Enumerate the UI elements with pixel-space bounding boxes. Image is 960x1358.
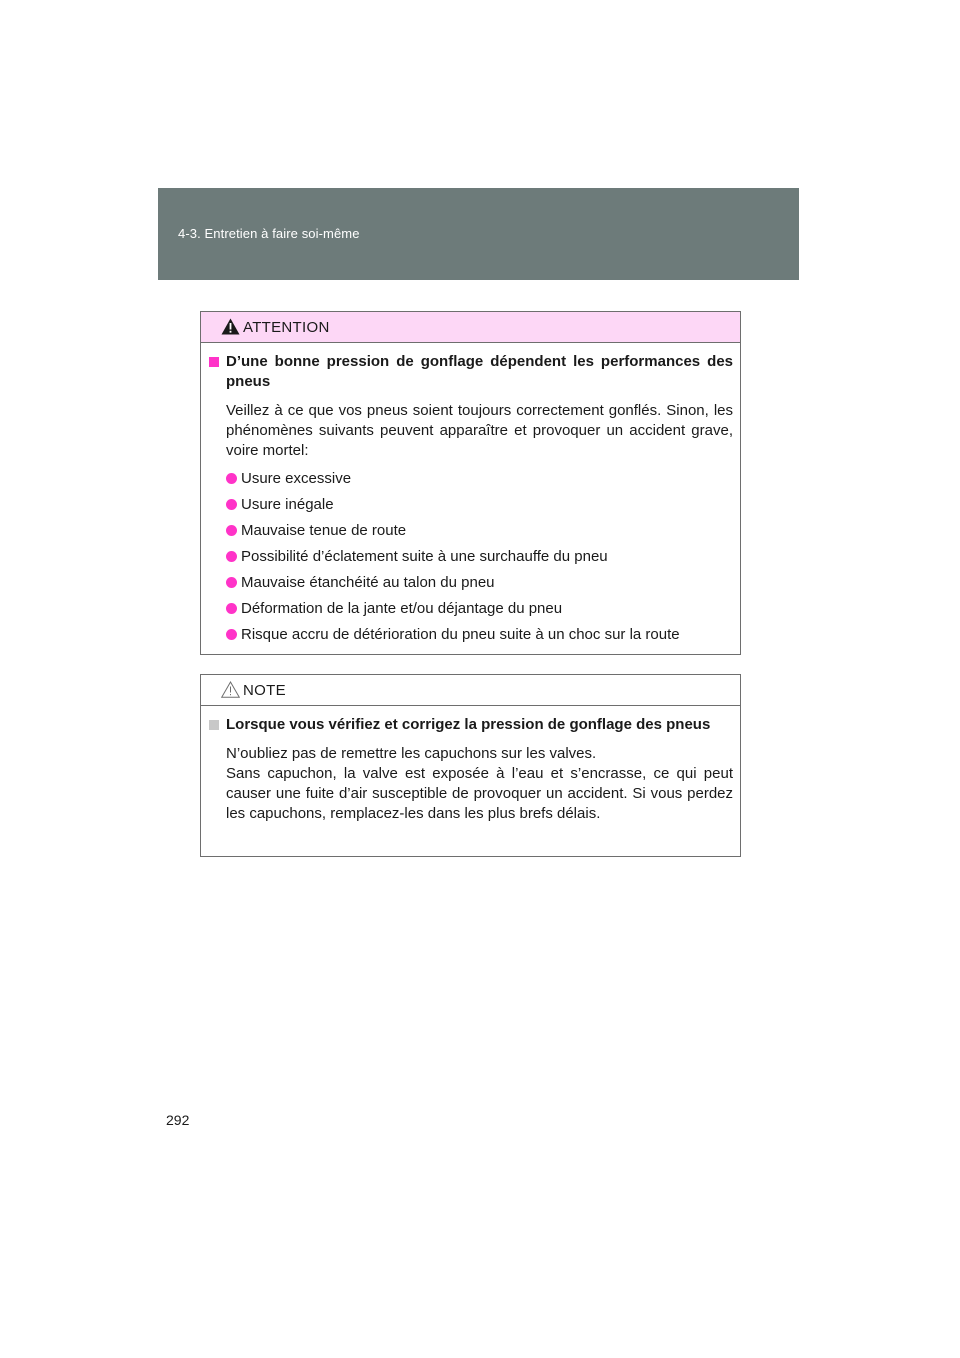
bullet-dot-icon [226,577,237,588]
square-bullet-icon [209,357,219,367]
note-section-heading [209,715,733,735]
bullet-dot-icon [226,525,237,536]
note-box [200,674,741,857]
list-item [226,544,733,570]
list-item [226,518,733,544]
warning-triangle-outline-icon [221,681,240,698]
page-number: 292 [166,1112,190,1128]
note-section-title: Lorsque vous vérifiez et corrigez la pression de gonflage des pneus [226,716,711,733]
note-header [201,675,740,706]
list-item-text: Possibilité d’éclatement suite à une surchauffe du pneu [241,548,608,565]
bullet-dot-icon [226,629,237,640]
list-item [226,622,733,648]
list-item-text: Usure inégale [241,496,334,513]
note-label: NOTE [243,682,286,699]
attention-section-heading [209,352,733,392]
list-item [226,596,733,622]
note-line-2: Sans capuchon, la valve est exposée à l’eau et s’encrasse, ce qui peut causer une fuite d’air susceptible de provoquer un accident. Si vous perdez les capuchons, remplacez-les dans les plus brefs délais. [226,765,733,822]
note-body [201,706,740,824]
attention-header [201,312,740,343]
note-line-1: N’oubliez pas de remettre les capuchons sur les valves. [226,745,597,762]
note-text [209,744,733,824]
list-item [226,570,733,596]
attention-intro: Veillez à ce que vos pneus soient toujours correctement gonflés. Sinon, les phénomènes suivants peuvent apparaître et provoquer un accident grave, voire mortel: [226,402,733,459]
warning-triangle-filled-icon [221,318,240,335]
attention-body [201,343,740,648]
bullet-dot-icon [226,499,237,510]
attention-section-title: D’une bonne pression de gonflage dépendent les performances des pneus [226,353,733,390]
attention-label: ATTENTION [243,319,330,336]
bullet-dot-icon [226,551,237,562]
list-item-text: Mauvaise étanchéité au talon du pneu [241,574,495,591]
section-header-bar [158,188,799,280]
bullet-dot-icon [226,603,237,614]
list-item [226,466,733,492]
section-title: 4-3. Entretien à faire soi-même [178,226,360,241]
square-bullet-icon [209,720,219,730]
list-item-text: Déformation de la jante et/ou déjantage du pneu [241,600,563,617]
attention-list [209,466,733,648]
list-item-text: Mauvaise tenue de route [241,522,407,539]
list-item [226,492,733,518]
bullet-dot-icon [226,473,237,484]
list-item-text: Risque accru de détérioration du pneu suite à un choc sur la route [241,626,680,643]
list-item-text: Usure excessive [241,470,352,487]
attention-box [200,311,741,655]
